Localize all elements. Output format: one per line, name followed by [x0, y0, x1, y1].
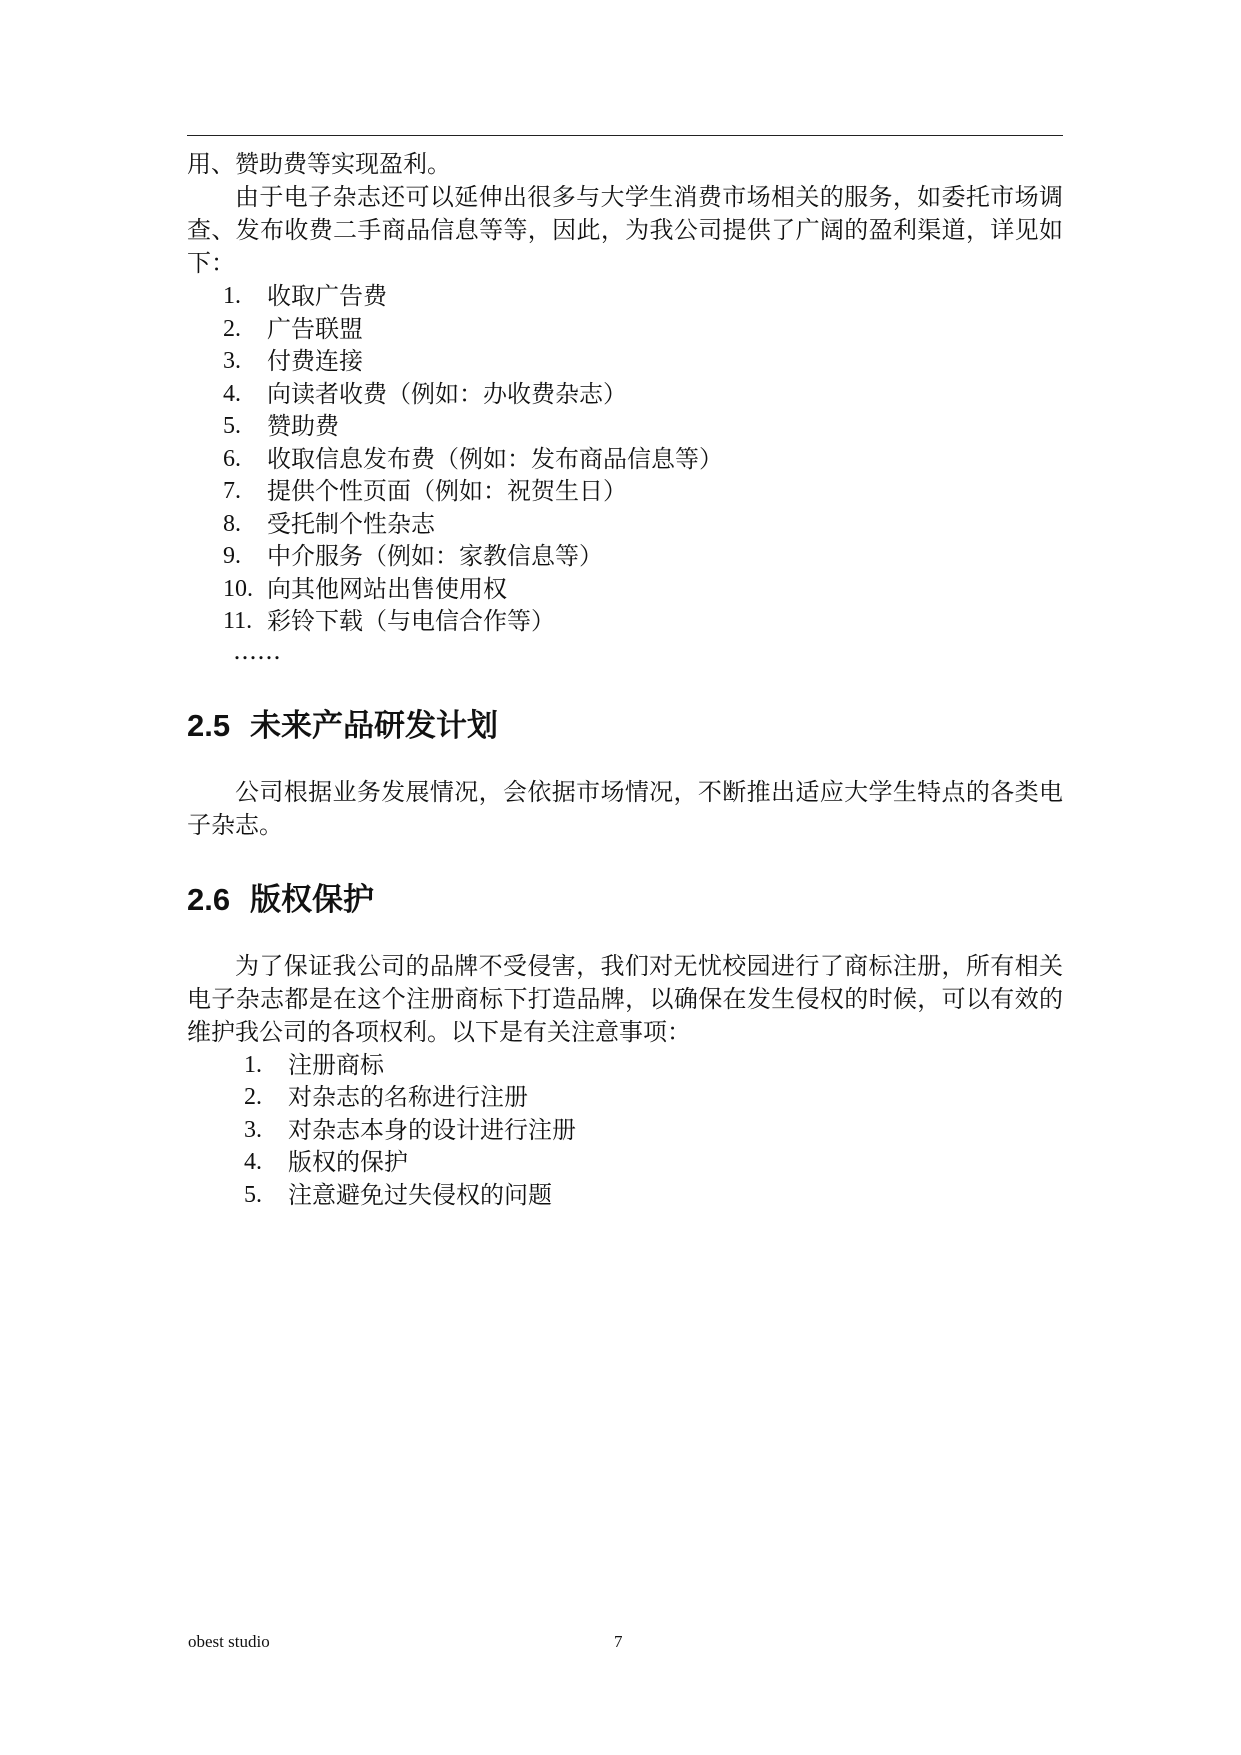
intro-line: 用、赞助费等实现盈利。 — [187, 150, 451, 178]
section-heading-2-6: 2.6 版权保护 — [187, 881, 374, 917]
list-item: 2. 对杂志的名称进行注册 — [244, 1083, 528, 1111]
list-item: 1. 收取广告费 — [223, 282, 387, 310]
list-item: 4. 版权的保护 — [244, 1148, 408, 1176]
list-item: 11. 彩铃下载（与电信合作等） — [223, 607, 555, 635]
list-item: 1. 注册商标 — [244, 1050, 384, 1079]
footer-studio-name: obest studio — [188, 1632, 270, 1651]
list-item: 10. 向其他网站出售使用权 — [223, 574, 507, 603]
page-number: 7 — [614, 1632, 623, 1651]
list-item: 8. 受托制个性杂志 — [223, 509, 435, 538]
list-item: 9. 中介服务（例如：家教信息等） — [223, 542, 603, 570]
page-body — [187, 148, 1063, 1211]
list-item: 2. 广告联盟 — [223, 314, 363, 343]
list-item: 5. 注意避免过失侵权的问题 — [244, 1180, 552, 1209]
list-item: 3. 对杂志本身的设计进行注册 — [244, 1115, 576, 1144]
section-heading-2-5: 2.5 未来产品研发计划 — [187, 707, 498, 743]
section-2-5-paragraph: 公司根据业务发展情况，会依据市场情况，不断推出适应大学生特点的各类电子杂志。 — [187, 777, 1063, 839]
list-item: 7. 提供个性页面（例如：祝贺生日） — [223, 477, 627, 505]
list-item: 4. 向读者收费（例如：办收费杂志） — [223, 379, 627, 408]
list-item: 5. 赞助费 — [223, 412, 339, 440]
header-rule — [187, 135, 1063, 136]
section-2-6-paragraph: 为了保证我公司的品牌不受侵害，我们对无忧校园进行了商标注册，所有相关电子杂志都是在这个注册商标下打造品牌，以确保在发生侵权的时候，可以有效的维护我公司的各项权利。以下是有关注意事项： — [187, 951, 1063, 1046]
list-item: 3. 付费连接 — [223, 347, 363, 375]
list-item: 6. 收取信息发布费（例如：发布商品信息等） — [223, 444, 723, 473]
intro-paragraph: 由于电子杂志还可以延伸出很多与大学生消费市场相关的服务，如委托市场调查、发布收费二手商品信息等等，因此，为我公司提供了广阔的盈利渠道，详见如下： — [187, 183, 1063, 277]
copyright-list — [187, 1049, 1063, 1212]
revenue-list — [187, 280, 1063, 638]
ellipsis: …… — [233, 636, 281, 665]
